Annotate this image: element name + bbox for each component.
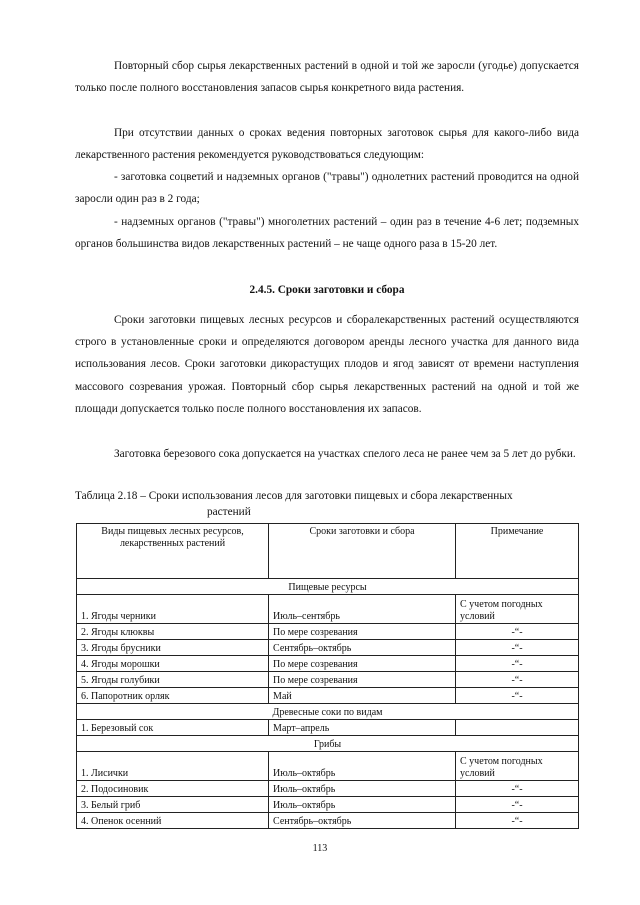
cell-name: 1. Березовый сок: [77, 720, 269, 736]
table-row: [77, 813, 579, 829]
cell-note: -“-: [456, 797, 579, 813]
cell-note: -“-: [456, 656, 579, 672]
cell-period: Июль–октябрь: [269, 781, 456, 797]
table-row: [77, 624, 579, 640]
table-row: [77, 595, 579, 624]
table-caption: [75, 489, 585, 520]
paragraph-no-data: При отсутствии данных о сроках ведения повторных заготовок сырья для какого-либо вида лекарственного растения рекомендуется руководствоваться следующим:: [75, 127, 579, 162]
table-row: [77, 656, 579, 672]
cell-period: Сентябрь–октябрь: [269, 640, 456, 656]
cell-name: 3. Белый гриб: [77, 797, 269, 813]
cell-name: 1. Ягоды черники: [77, 595, 269, 624]
cell-period: Сентябрь–октябрь: [269, 813, 456, 829]
group-row-food: [77, 579, 579, 595]
cell-note: С учетом погодных условий: [456, 595, 579, 624]
cell-note: -“-: [456, 813, 579, 829]
page-number: 113: [312, 843, 328, 854]
cell-period: Июль–октябрь: [269, 797, 456, 813]
cell-name: 4. Ягоды морошки: [77, 656, 269, 672]
table-caption-line2: растений: [207, 505, 251, 518]
table-row: [77, 672, 579, 688]
cell-period: По мере созревания: [269, 624, 456, 640]
table-row: [77, 797, 579, 813]
paragraph-collection-terms: Сроки заготовки пищевых лесных ресурсов и сборалекарственных растений осуществляются строго в установленные сроки и определяются договором аренды лесного участка для данного вида использования лесов. Сроки заготовки дикорастущих плодов и ягод зависят от времени наступления массового созревания урожая. Повторный сбор сырья лекарственных растений на одной и той же площади допускается только после полного восстановления их запасов.: [75, 314, 579, 415]
table-caption-line1: Таблица 2.18 – Сроки использования лесов для заготовки пищевых и сбора лекарственных: [75, 490, 513, 502]
cell-note: С учетом погодных условий: [456, 752, 579, 781]
table-header-row: [77, 524, 579, 579]
group-row-saps: [77, 704, 579, 720]
table-row: [77, 752, 579, 781]
cell-note: -“-: [456, 672, 579, 688]
group-label: Пищевые ресурсы: [77, 579, 579, 595]
table-row: [77, 720, 579, 736]
cell-note: -“-: [456, 781, 579, 797]
header-note: Примечание: [456, 524, 579, 579]
section-heading: 2.4.5. Сроки заготовки и сбора: [249, 284, 405, 296]
table-row: [77, 640, 579, 656]
cell-note: -“-: [456, 624, 579, 640]
cell-name: 5. Ягоды голубики: [77, 672, 269, 688]
cell-name: 2. Ягоды клюквы: [77, 624, 269, 640]
paragraph-repeat-collection: Повторный сбор сырья лекарственных растений в одной и той же заросли (угодье) допускается только после полного восстановления запасов сырья конкретного вида растения.: [75, 60, 579, 95]
paragraph-birch-sap: Заготовка березового сока допускается на участках спелого леса не ранее чем за 5 лет до рубки.: [114, 448, 576, 460]
cell-note: -“-: [456, 688, 579, 704]
cell-name: 2. Подосиновик: [77, 781, 269, 797]
paragraph-perennial-plants: - надземных органов ("травы") многолетних растений – один раз в течение 4-6 лет; подземных органов большинства видов лекарственных растений – не чаще одного раза в 15-20 лет.: [75, 216, 579, 251]
paragraph-annual-plants: - заготовка соцветий и надземных органов ("травы") однолетних растений проводится на одной заросли один раз в 2 года;: [75, 171, 579, 206]
cell-note: -“-: [456, 640, 579, 656]
cell-name: 4. Опенок осенний: [77, 813, 269, 829]
cell-note: [456, 720, 579, 736]
group-label: Грибы: [77, 736, 579, 752]
group-label: Древесные соки по видам: [77, 704, 579, 720]
cell-period: Июль–сентябрь: [269, 595, 456, 624]
table-row: [77, 688, 579, 704]
cell-name: 6. Папоротник орляк: [77, 688, 269, 704]
header-resource-types: Виды пищевых лесных ресурсов, лекарственных растений: [77, 524, 269, 579]
cell-period: Май: [269, 688, 456, 704]
cell-name: 3. Ягоды брусники: [77, 640, 269, 656]
cell-name: 1. Лисички: [77, 752, 269, 781]
cell-period: Июль–октябрь: [269, 752, 456, 781]
cell-period: Март–апрель: [269, 720, 456, 736]
table-row: [77, 781, 579, 797]
group-row-mushrooms: [77, 736, 579, 752]
cell-period: По мере созревания: [269, 672, 456, 688]
header-terms: Сроки заготовки и сбора: [269, 524, 456, 579]
cell-period: По мере созревания: [269, 656, 456, 672]
harvest-terms-table: [76, 523, 579, 829]
